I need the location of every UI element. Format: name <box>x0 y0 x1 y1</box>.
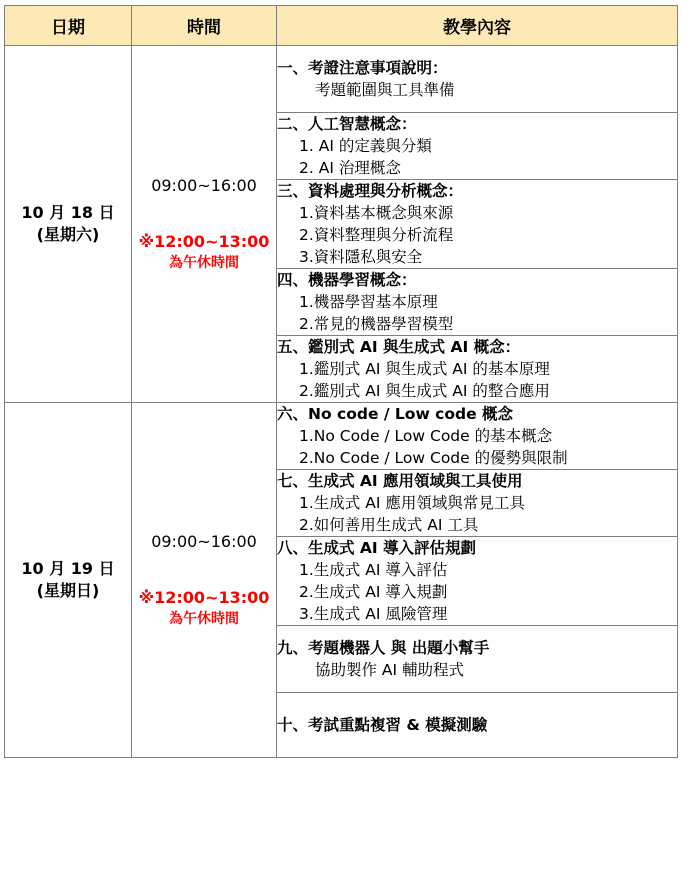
section-item: 1.生成式 AI 應用領域與常見工具 <box>299 494 525 512</box>
day-2-weekday: (星期日) <box>36 581 100 600</box>
section-title: 十、考試重點複習 & 模擬測驗 <box>277 716 488 734</box>
section-4 <box>277 269 678 336</box>
header-time: 時間 <box>132 6 277 46</box>
section-item: 2.常見的機器學習模型 <box>299 315 454 333</box>
day-2-break-time: ※12:00~13:00 <box>138 588 270 607</box>
section-item: 2.資料整理與分析流程 <box>299 226 454 244</box>
section-item: 協助製作 AI 輔助程式 <box>315 661 465 679</box>
table-row <box>5 403 678 470</box>
day-1-time-cell <box>132 46 277 403</box>
section-item: 2.No Code / Low Code 的優勢與限制 <box>299 449 568 467</box>
section-title: 五、鑑別式 AI 與生成式 AI 概念： <box>277 338 521 356</box>
day-1-date: 10 月 18 日 <box>21 203 115 222</box>
day-2-time: 09:00~16:00 <box>151 532 257 551</box>
section-title: 四、機器學習概念： <box>277 271 417 289</box>
section-item: 1.鑑別式 AI 與生成式 AI 的基本原理 <box>299 360 550 378</box>
section-7 <box>277 470 678 537</box>
section-item: 1.資料基本概念與來源 <box>299 204 454 222</box>
section-item: 2.鑑別式 AI 與生成式 AI 的整合應用 <box>299 382 550 400</box>
day-2-break-label: 為午休時間 <box>169 611 239 627</box>
section-item: 2. AI 治理概念 <box>299 159 401 177</box>
section-item: 3.生成式 AI 風險管理 <box>299 605 448 623</box>
section-title: 六、No code / Low code 概念 <box>277 405 513 423</box>
section-item: 1.機器學習基本原理 <box>299 293 438 311</box>
header-date: 日期 <box>5 6 132 46</box>
section-title: 一、考證注意事項說明： <box>277 59 448 77</box>
section-10 <box>277 693 678 758</box>
section-1 <box>277 46 678 113</box>
day-1-date-cell <box>5 46 132 403</box>
day-2-date: 10 月 19 日 <box>21 559 115 578</box>
section-item: 1. AI 的定義與分類 <box>299 137 432 155</box>
day-1-time: 09:00~16:00 <box>151 176 257 195</box>
day-1-break-label: 為午休時間 <box>169 255 239 271</box>
header-content: 教學內容 <box>277 6 678 46</box>
table-row <box>5 46 678 113</box>
section-item: 考題範圍與工具準備 <box>315 81 455 99</box>
section-title: 八、生成式 AI 導入評估規劃 <box>277 539 477 557</box>
section-title: 七、生成式 AI 應用領域與工具使用 <box>277 472 523 490</box>
section-9 <box>277 626 678 693</box>
section-item: 3.資料隱私與安全 <box>299 248 423 266</box>
day-2-date-cell <box>5 403 132 758</box>
day-1-break-time: ※12:00~13:00 <box>138 232 270 251</box>
section-item: 1.No Code / Low Code 的基本概念 <box>299 427 553 445</box>
section-item: 2.生成式 AI 導入規劃 <box>299 583 448 601</box>
section-title: 二、人工智慧概念： <box>277 115 417 133</box>
section-6 <box>277 403 678 470</box>
section-8 <box>277 537 678 626</box>
section-3 <box>277 180 678 269</box>
schedule-table <box>4 5 678 758</box>
day-1-weekday: (星期六) <box>36 225 100 244</box>
section-item: 2.如何善用生成式 AI 工具 <box>299 516 479 534</box>
day-2-time-cell <box>132 403 277 758</box>
section-5 <box>277 336 678 403</box>
section-2 <box>277 113 678 180</box>
section-title: 三、資料處理與分析概念： <box>277 182 464 200</box>
section-item: 1.生成式 AI 導入評估 <box>299 561 448 579</box>
section-title: 九、考題機器人 與 出題小幫手 <box>277 639 490 657</box>
header-row <box>5 6 678 46</box>
